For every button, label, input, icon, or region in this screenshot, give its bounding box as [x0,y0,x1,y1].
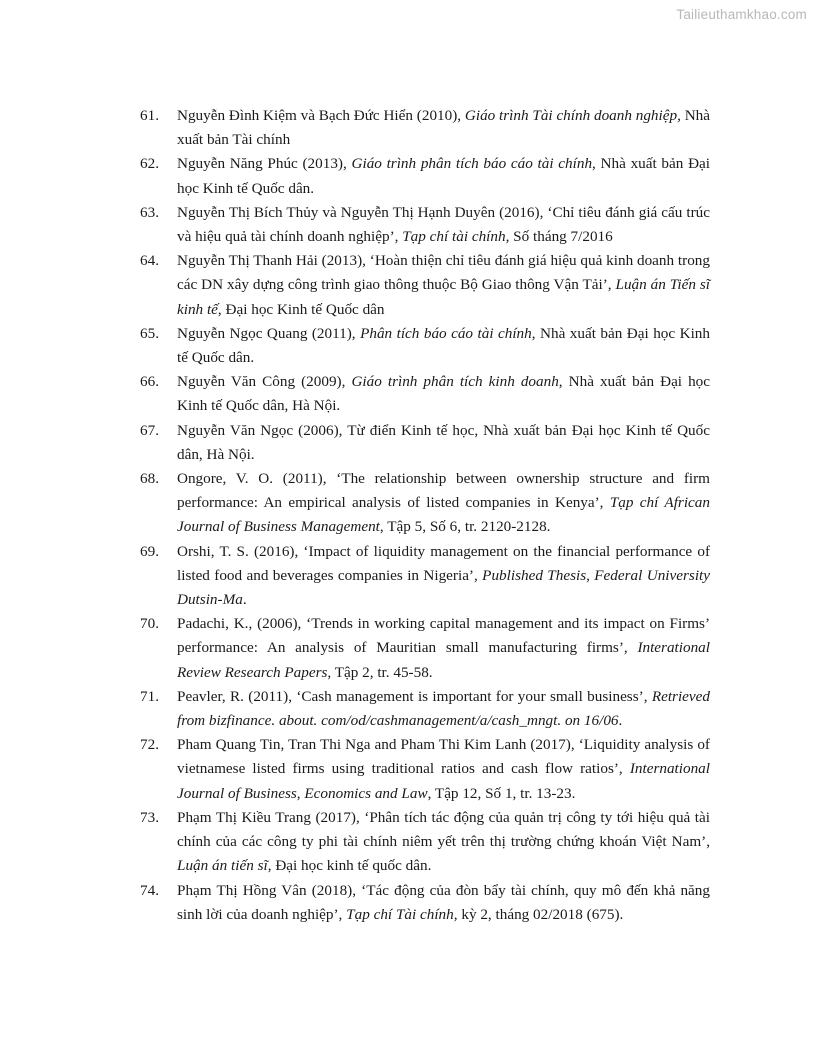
reference-number: 68. [140,470,159,488]
reference-text: kỳ 2, tháng 02/2018 (675). [457,905,624,923]
reference-text: Phạm Thị Hồng Vân (2018), ‘Tác động của đòn bẩy tài chính, quy mô đến khả năng sinh lời của doanh nghiệp’, [177,881,710,923]
reference-title: International Journal of Business, Economics and Law [177,760,710,802]
reference-title: Retrieved from bizfinance. about. com/od/cashmanagement/a/cash_mngt. on 16/06 [177,687,710,730]
reference-text: , Tập 5, Số 6, tr. 2120-2128. [379,518,551,536]
reference-item [140,322,710,370]
reference-item [140,806,710,879]
reference-number: 72. [140,736,159,754]
reference-number: 66. [140,373,159,391]
reference-text: Nhà xuất bản Tài chính [177,107,710,149]
reference-number: 71. [140,687,159,705]
reference-text: Nguyễn Thị Thanh Hải (2013), ‘Hoàn thiện chỉ tiêu đánh giá hiệu quả kinh doanh trong các DN xây dựng công trình giao thông thuộc Bộ Giao thông Vận Tải’, [177,252,710,294]
reference-item [140,733,710,806]
reference-text: , Nhà xuất bản Đại học Kinh tế Quốc dân, Hà Nội. [177,373,710,415]
reference-title: Published Thesis, Federal University Dutsin-Ma [177,566,710,609]
reference-text: , Tập 12, Số 1, tr. 13-23. [427,784,576,802]
reference-title: Giáo trình Tài chính doanh nghiệp, [464,107,681,124]
reference-number: 74. [140,881,159,899]
reference-text: , Tập 2, tr. 45-58. [327,663,433,681]
reference-item [140,370,710,418]
reference-number: 67. [140,421,159,439]
reference-item [140,685,710,733]
reference-text: , Đại học Kinh tế Quốc dân [217,300,385,318]
reference-title: Tạp chí tài chính [402,228,506,246]
reference-number: 64. [140,252,159,270]
reference-title: Tạp chí African Journal of Business Management [177,494,710,536]
reference-title: Giáo trình phân tích báo cáo tài chính [351,155,593,173]
reference-item [140,612,710,685]
reference-title: Luận án Tiến sĩ kinh tế [177,276,710,318]
reference-number: 73. [140,808,159,826]
reference-item [140,249,710,322]
reference-item [140,419,710,467]
reference-item [140,467,710,540]
reference-title: Interational Review Research Papers [177,639,710,681]
reference-number: 62. [140,155,159,173]
reference-item [140,540,710,613]
reference-text: Padachi, K., (2006), ‘Trends in working capital management and its impact on Firms’ performance: An analysis of Mauritian small manufacturing firms’, [177,615,710,657]
reference-text: . [242,591,247,609]
reference-text: Pham Quang Tin, Tran Thi Nga and Pham Thi Kim Lanh (2017), ‘Liquidity analysis of vietnamese listed firms using traditional ratios and cash flow ratios’, [177,736,710,778]
reference-item [140,104,710,152]
reference-number: 65. [140,324,159,342]
reference-item [140,201,710,249]
reference-text: Nguyễn Thị Bích Thủy và Nguyễn Thị Hạnh Duyên (2016), ‘Chỉ tiêu đánh giá cấu trúc và hiệu quả tài chính doanh nghiệp’, [177,203,710,246]
watermark: Tailieuthamkhao.com [676,7,807,22]
reference-text: Nguyễn Văn Ngọc (2006), Từ điển Kinh tế học, Nhà xuất bản Đại học Kinh tế Quốc dân, Hà Nội. [177,421,710,463]
reference-list [140,104,710,927]
reference-title: Phân tích báo cáo tài chính [360,324,532,342]
reference-number: 69. [140,542,159,560]
reference-item [140,879,710,927]
reference-text: . [618,712,623,730]
reference-text: Phạm Thị Kiều Trang (2017), ‘Phân tích tác động của quản trị công ty tới hiệu quả tài chính của các công ty phi tài chính niêm yết trên thị trường chứng khoán Việt Nam’, [177,808,710,851]
reference-text: , Đại học kinh tế quốc dân. [267,857,432,875]
reference-number: 63. [140,203,159,221]
reference-text: Nguyễn Văn Công (2009), [177,373,352,391]
reference-text: Nguyễn Năng Phúc (2013), [177,155,352,173]
reference-item [140,152,710,200]
reference-title: Giáo trình phân tích kinh doanh [351,373,559,391]
reference-number: 70. [140,615,159,633]
reference-text: , Số tháng 7/2016 [505,228,613,246]
reference-title: Luận án tiến sĩ [177,857,268,875]
reference-text: Orshi, T. S. (2016), ‘Impact of liquidity management on the financial performance of listed food and beverages companies in Nigeria’, [177,542,710,584]
reference-text: Ongore, V. O. (2011), ‘The relationship between ownership structure and firm performance: An empirical analysis of listed companies in Kenya’, [177,470,710,512]
reference-number: 61. [140,107,159,124]
reference-text: Peavler, R. (2011), ‘Cash management is important for your small business’, [177,687,652,705]
reference-title: Tạp chí Tài chính, [346,905,458,923]
reference-text: , Nhà xuất bản Đại học Kinh tế Quốc dân. [177,155,711,197]
reference-text: Nguyễn Ngọc Quang (2011), [177,324,361,342]
reference-text: , Nhà xuất bản Đại học Kinh tế Quốc dân. [177,324,710,367]
reference-text: Nguyễn Đình Kiệm và Bạch Đức Hiển (2010), [177,107,465,124]
